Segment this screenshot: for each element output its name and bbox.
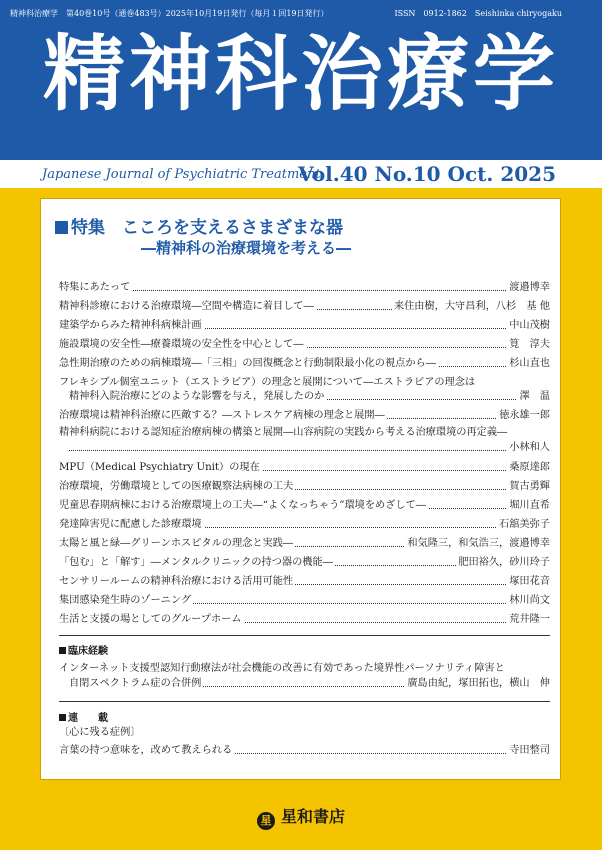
feature-title <box>55 213 343 238</box>
toc-author: 来住由樹，大守昌利，八杉 基 他 <box>393 301 550 312</box>
toc-title[interactable]: インターネット支援型認知行動療法が社会機能の改善に有効であった境界性パーソナリティ障害と <box>59 663 505 674</box>
toc-author: 杉山直也 <box>509 358 550 369</box>
toc-item[interactable] <box>59 357 550 371</box>
toc-author: 澤 温 <box>519 391 550 402</box>
toc-item[interactable] <box>69 677 550 691</box>
toc-title: 太陽と風と緑―グリーンホスピタルの理念と実践― <box>59 538 294 549</box>
serial-heading <box>59 709 108 724</box>
toc-author: 中山茂樹 <box>509 320 550 331</box>
volume-info: Vol.40 No.10 Oct. 2025 <box>298 162 556 186</box>
toc-title[interactable]: 精神科病院における認知症治療病棟の構築と展開―山容病院の実践から考える治療環境の再定義― <box>59 427 508 438</box>
toc-item[interactable] <box>59 594 550 608</box>
toc-item[interactable] <box>59 575 550 589</box>
issue-meta <box>10 8 592 22</box>
toc-title: 治療環境，労働環境としての医療観察法病棟の工夫 <box>59 481 294 492</box>
toc-author: 塚田花音 <box>509 576 550 587</box>
toc-author: 堀川直希 <box>509 500 550 511</box>
journal-english-title: Japanese Journal of Psychiatric Treatment <box>42 167 321 182</box>
toc-author: 和気隆三，和気浩三，渡邉博幸 <box>407 538 550 549</box>
toc-item[interactable] <box>59 409 550 423</box>
clinical-heading <box>59 642 108 657</box>
contents-box <box>40 198 561 780</box>
toc-item[interactable] <box>59 537 550 551</box>
toc-author: 筧 淳夫 <box>509 339 550 350</box>
publisher-logo-icon: 星 <box>257 812 275 830</box>
serial-subheading: 〔心に残る症例〕 <box>59 727 141 738</box>
toc-author: 渡邉博幸 <box>509 282 550 293</box>
publisher-name: 星和書店 <box>280 807 345 826</box>
toc-author: 徳永雄一郎 <box>499 410 550 421</box>
toc-title: 言葉の持つ意味を，改めて教えられる <box>59 745 233 756</box>
toc-title: 施設環境の安全性―療養環境の安全性を中心として― <box>59 339 304 350</box>
divider <box>59 635 550 636</box>
toc-item[interactable] <box>59 338 550 352</box>
toc-title: 集団感染発生時のゾーニング <box>59 595 192 606</box>
toc-author: 桑原達郎 <box>509 462 550 473</box>
toc-title: 「包む」と「解す」―メンタルクリニックの持つ器の機能― <box>59 557 333 568</box>
toc-title: 発達障害児に配慮した診療環境 <box>59 519 202 530</box>
toc-title: 治療環境は精神科治療に匹敵する？―ストレスケア病棟の理念と展開― <box>59 410 385 421</box>
toc-item[interactable] <box>59 744 550 758</box>
toc-item[interactable] <box>59 613 550 627</box>
toc-author: 石舘美弥子 <box>499 519 550 530</box>
subtitle-band <box>0 160 602 188</box>
toc-author: 林川尚文 <box>509 595 550 606</box>
journal-title: 精神科治療学 <box>42 27 559 122</box>
toc-item[interactable] <box>69 441 550 455</box>
publisher <box>0 804 602 830</box>
toc-author: 賀古勇輝 <box>509 481 550 492</box>
toc-title: 建築学からみた精神科病棟計画 <box>59 320 202 331</box>
toc-item[interactable] <box>59 499 550 513</box>
toc-item[interactable] <box>59 281 550 295</box>
toc-item[interactable] <box>59 518 550 532</box>
toc-title: 生活と支援の場としてのグループホーム <box>59 614 242 625</box>
toc-title-cont: 精神科入院治療にどのような影響を与え，発展したのか <box>69 391 325 402</box>
feature-subtitle: ―精神科の治療環境を考える― <box>141 239 352 257</box>
toc-item[interactable] <box>69 390 550 404</box>
toc-title-cont: 自閉スペクトラム症の合併例 <box>69 678 202 689</box>
toc-title: 精神科診療における治療環境―空間や構造に着目して― <box>59 301 314 312</box>
issn: ISSN 0912-1862 Seishinka chiryogaku <box>394 9 562 18</box>
toc-author: 寺田整司 <box>509 745 550 756</box>
toc-author: 荒井隆一 <box>509 614 550 625</box>
toc-author: 廣島由紀，塚田拓也，横山 伸 <box>407 678 550 689</box>
toc-item[interactable] <box>59 319 550 333</box>
toc-item[interactable] <box>59 300 550 314</box>
toc-title: MPU（Medical Psychiatry Unit）の現在 <box>59 462 260 473</box>
toc-title: センサリールームの精神科治療における活用可能性 <box>59 576 294 587</box>
toc-title: 急性期治療のための病棟環境―「三相」の回復概念と行動制限最小化の視点から― <box>59 358 436 369</box>
serial-heading-text: 連 載 <box>68 713 108 724</box>
toc-item[interactable] <box>59 480 550 494</box>
toc-item[interactable] <box>59 461 550 475</box>
issue-info: 精神科治療学 第40巻10号（通巻483号）2025年10月19日発行（毎月１回19日発行） <box>10 9 329 18</box>
toc-item[interactable] <box>59 556 550 570</box>
square-icon <box>55 221 68 234</box>
divider <box>59 701 550 702</box>
toc-title: 特集にあたって <box>59 282 131 293</box>
feature-title-text: 特集 こころを支えるさまざまな器 <box>71 218 343 238</box>
clinical-heading-text: 臨床経験 <box>68 646 108 657</box>
header-band <box>0 0 602 160</box>
toc-title[interactable]: フレキシブル個室ユニット（エストラビア）の理念と展開について―エストラビアの理念は <box>59 377 476 388</box>
toc-author: 肥田裕久，砂川玲子 <box>458 557 550 568</box>
toc-author: 小林和人 <box>509 442 550 453</box>
toc-title: 児童思春期病棟における治療環境上の工夫―“よくなっちゃう”環境をめざして― <box>59 500 426 511</box>
